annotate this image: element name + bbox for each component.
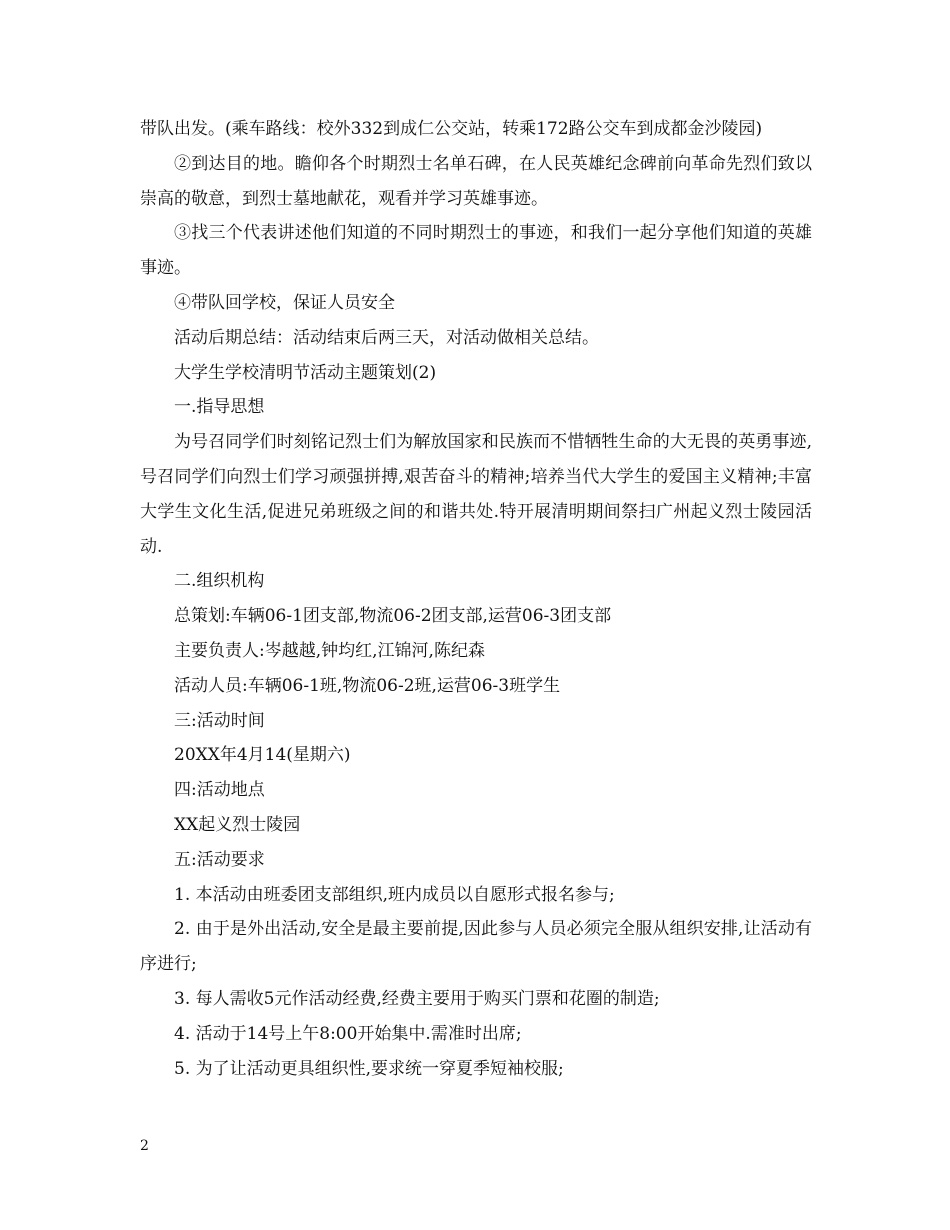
list-item: 5. 为了让活动更具组织性,要求统一穿夏季短袖校服;	[174, 1058, 564, 1079]
page-number: 2	[140, 1138, 149, 1154]
paragraph: XX起义烈士陵园	[174, 814, 301, 835]
paragraph: ③找三个代表讲述他们知道的不同时期烈士的事迹，和我们一起分享他们知道的英雄事迹。	[140, 223, 812, 279]
section-heading: 四:活动地点	[174, 780, 265, 801]
section-heading: 大学生学校清明节活动主题策划(2)	[174, 362, 437, 383]
paragraph: ②到达目的地。瞻仰各个时期烈士名单石碑，在人民英雄纪念碑前向革命先烈们致以崇高的敬意，到烈士墓地献花，观看并学习英雄事迹。	[140, 153, 812, 209]
section-heading: 一.指导思想	[174, 397, 265, 418]
list-item: 2. 由于是外出活动,安全是最主要前提,因此参与人员必须完全服从组织安排,让活动有序进行;	[140, 919, 812, 975]
section-heading: 五:活动要求	[174, 849, 265, 870]
list-item: 1. 本活动由班委团支部组织,班内成员以自愿形式报名参与;	[174, 884, 615, 905]
list-item: 3. 每人需收5元作活动经费,经费主要用于购买门票和花圈的制造;	[174, 988, 660, 1009]
paragraph: 为号召同学们时刻铭记烈士们为解放国家和民族而不惜牺牲生命的大无畏的英勇事迹,号召同学们向烈士们学习顽强拼搏,艰苦奋斗的精神;培养当代大学生的爱国主义精神;丰富大学生文化生活,促进兄弟班级之间的和谐共处.特开展清明期间祭扫广州起义烈士陵园活动.	[140, 432, 812, 557]
list-item: 4. 活动于14号上午8:00开始集中.需准时出席;	[174, 1023, 522, 1044]
paragraph: 带队出发。(乘车路线：校外332到成仁公交站，转乘172路公交车到成都金沙陵园)	[140, 119, 763, 139]
paragraph: 活动人员:车辆06-1班,物流06-2班,运营06-3班学生	[174, 675, 561, 696]
paragraph: ④带队回学校，保证人员安全	[174, 292, 395, 313]
document-body	[140, 112, 812, 1086]
paragraph: 活动后期总结：活动结束后两三天，对活动做相关总结。	[174, 327, 599, 348]
section-heading: 二.组织机构	[174, 571, 265, 592]
paragraph: 20XX年4月14(星期六)	[174, 745, 351, 766]
section-heading: 三:活动时间	[174, 710, 265, 731]
paragraph: 总策划:车辆06-1团支部,物流06-2团支部,运营06-3团支部	[174, 606, 612, 627]
paragraph: 主要负责人:岑越越,钟均红,江锦河,陈纪森	[174, 640, 485, 661]
